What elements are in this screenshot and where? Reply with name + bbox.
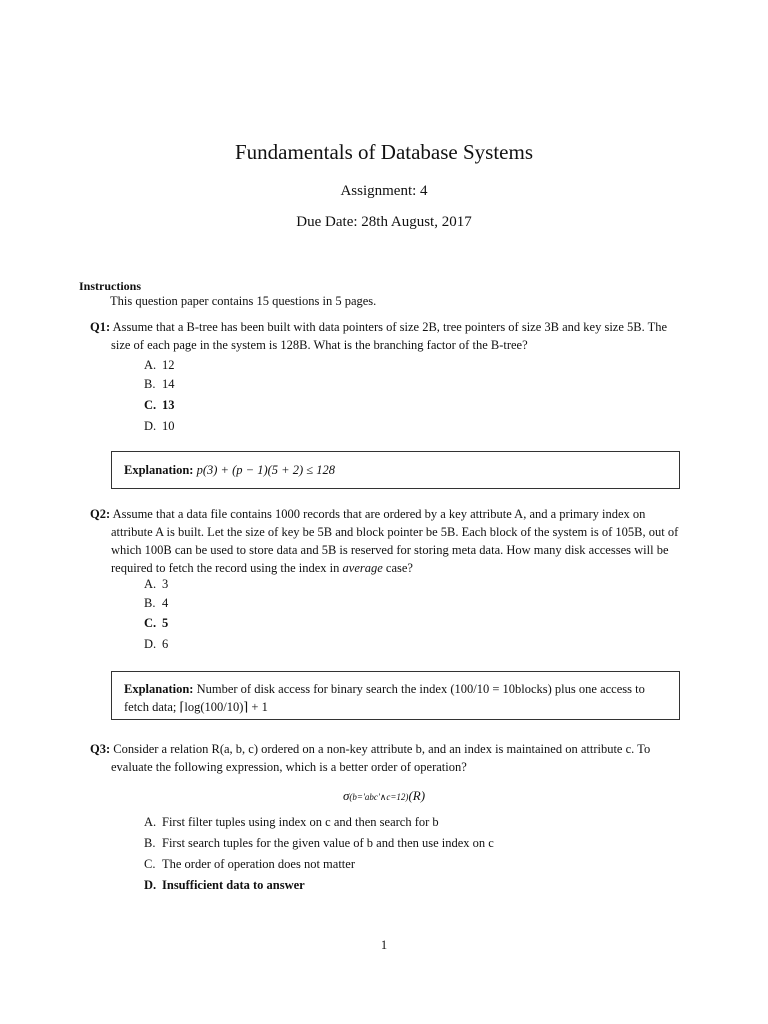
q1-line2: size of each page in the system is 128B. What is the branching factor of the B-tree? [111, 338, 528, 352]
q2-explanation-line1: Number of disk access for binary search the index (100/10 = 10blocks) plus one access to [196, 682, 645, 696]
q2-average-emphasis: average [342, 561, 383, 575]
q3-option-c: C. The order of operation does not matter [144, 857, 355, 871]
q2-option-c-correct: C. 5 [144, 616, 169, 630]
q2-explanation-label: Explanation: [124, 682, 194, 696]
q2-explanation-line2: fetch data; ⌈log(100/10)⌉ + 1 [124, 700, 268, 714]
q1-option-c-correct: C. 13 [144, 398, 175, 412]
q2-question [90, 505, 690, 577]
q3-question [90, 740, 690, 776]
q2-line1: Assume that a data file contains 1000 records that are ordered by a key attribute A, and a primary index on [112, 507, 646, 521]
q1-line1: Assume that a B-tree has been built with data pointers of size 2B, tree pointers of size 3B and key size 5B. The [112, 320, 668, 334]
q1-option-b: B. 14 [144, 377, 175, 391]
q3-option-a: A. First filter tuples using index on c and then search for b [144, 815, 439, 829]
q1-question [90, 318, 690, 354]
selection-condition: (b='abc'∧c=12) [349, 792, 409, 802]
document-title: Fundamentals of Database Systems [234, 140, 534, 164]
assignment-number: Assignment: 4 [340, 183, 428, 199]
q2-option-b: B. 4 [144, 596, 169, 610]
q2-label: Q2: [90, 507, 111, 521]
q3-option-b: B. First search tuples for the given value of b and then use index on c [144, 836, 494, 850]
q3-line2: evaluate the following expression, which is a better order of operation? [111, 760, 467, 774]
instructions-heading: Instructions [79, 279, 142, 293]
q3-selection-expression [0, 788, 768, 804]
q2-explanation-box [111, 671, 680, 720]
q1-option-d: D. 10 [144, 419, 175, 433]
q2-line2: attribute A is built. Let the size of key be 5B and block pointer be 5B. Each block of the system is of 105B, out of [111, 525, 679, 539]
q3-option-d-correct: D. Insufficient data to answer [144, 878, 305, 892]
sigma-symbol: σ [342, 788, 350, 803]
page-number: 1 [380, 938, 388, 952]
q3-label: Q3: [90, 742, 111, 756]
q1-explanation-box [111, 451, 680, 489]
q1-label: Q1: [90, 320, 111, 334]
q1-explanation-label: Explanation: [124, 463, 194, 477]
relation-argument: (R) [408, 788, 426, 803]
q1-option-a: A. 12 [144, 358, 175, 372]
q2-line3: which 100B can be used to store data and 5B is reserved for storing meta data. How many disk accesses will be [111, 543, 669, 557]
q2-line4: required to fetch the record using the index in average case? [111, 561, 413, 575]
q3-line1: Consider a relation R(a, b, c) ordered on a non-key attribute b, and an index is maintained on attribute c. To [113, 742, 651, 756]
q1-explanation-text: p(3) + (p − 1)(5 + 2) ≤ 128 [196, 463, 335, 477]
q2-option-a: A. 3 [144, 577, 169, 591]
due-date: Due Date: 28th August, 2017 [296, 214, 472, 230]
q2-option-d: D. 6 [144, 637, 169, 651]
instructions-text: This question paper contains 15 questions in 5 pages. [110, 294, 377, 308]
